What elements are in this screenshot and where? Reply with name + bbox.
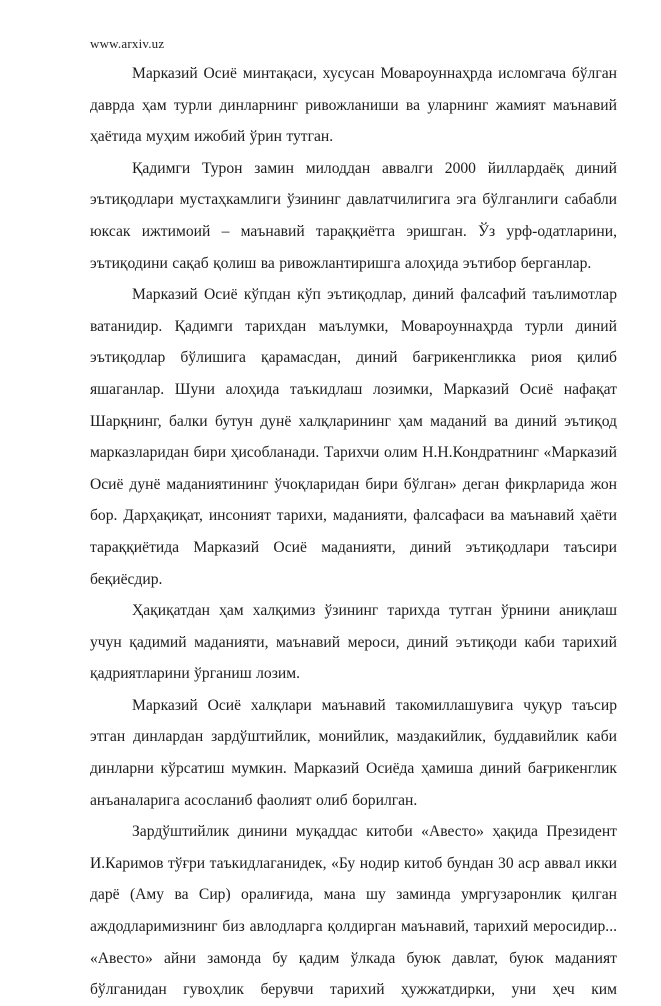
paragraph-1: Марказий Осиё минтақаси, хусусан Мовароуннаҳрда исломгача бўлган даврда ҳам турли динларнинг ривожланиши ва уларнинг жамият маънавий ҳаётида муҳим ижобий ўрин тутган. (90, 65, 617, 146)
document-body (90, 58, 617, 1006)
site-header: www.arxiv.uz (90, 36, 165, 51)
paragraph-3: Марказий Осиё кўпдан кўп эътиқодлар, диний фалсафий таълимотлар ватанидир. Қадимги тарихдан маълумки, Мовароуннаҳрда турли диний эътиқодлар бўлишига қарамасдан, диний бағрикенгликка риоя қилиб яшаганлар. Шуни алоҳида таъкидлаш лозимки, Марказий Осиё нафақат Шарқнинг, балки бутун дунё халқларининг ҳам маданий ва диний эътиқод марказларидан бири ҳисобланади. Тарихчи олим Н.Н.Кондратнинг «Марказий Осиё дунё маданиятининг ўчоқларидан бири бўлган» деган фикрларида жон бор. Дарҳақиқат, инсоният тарихи, маданияти, фалсафаси ва маънавий ҳаёти тараққиётида Марказий Осиё маданияти, диний эътиқодлари таъсири беқиёсдир. (90, 286, 617, 588)
paragraph-5: Марказий Осиё халқлари маънавий такомиллашувига чуқур таъсир этган динлардан зардўштийлик, монийлик, маздакийлик, буддавийлик каби динларни кўрсатиш мумкин. Марказий Осиёда ҳамиша диний бағрикенглик анъаналарига асосланиб фаолият олиб борилган. (90, 696, 617, 809)
paragraph-2: Қадимги Турон замин милоддан аввалги 2000 йиллардаёқ диний эътиқодлари мустаҳкамлиги ўзининг давлатчилигига эга бўлганлиги сабабли юксак ижтимоий – маънавий тараққиётга эришган. Ўз урф-одатларини, эътиқодини сақаб қолиш ва ривожлантиришга алоҳида эътибор берганлар. (90, 159, 617, 272)
paragraph-6: Зардўштийлик динини муқаддас китоби «Авесто» ҳақида Президент И.Каримов тўғри таъкидлаганидек, «Бу нодир китоб бундан 30 аср аввал икки дарё (Аму ва Сир) оралиғида, мана шу заминда умргузаронлик қилган аждодларимизнинг биз авлодларга қолдирган маънавий, тарихий меросидир... «Авесто» айни замонда бу қадим ўлкада буюк давлат, буюк маданият бўлганидан гувоҳлик берувчи тарихий ҳужжатдирки, уни ҳеч ким (90, 823, 617, 999)
paragraph-4: Ҳақиқатдан ҳам халқимиз ўзининг тарихда тутган ўрнини аниқлаш учун қадимий маданияти, маънавий мероси, диний эътиқоди каби тарихий қадриятларини ўрганиш лозим. (90, 602, 617, 683)
